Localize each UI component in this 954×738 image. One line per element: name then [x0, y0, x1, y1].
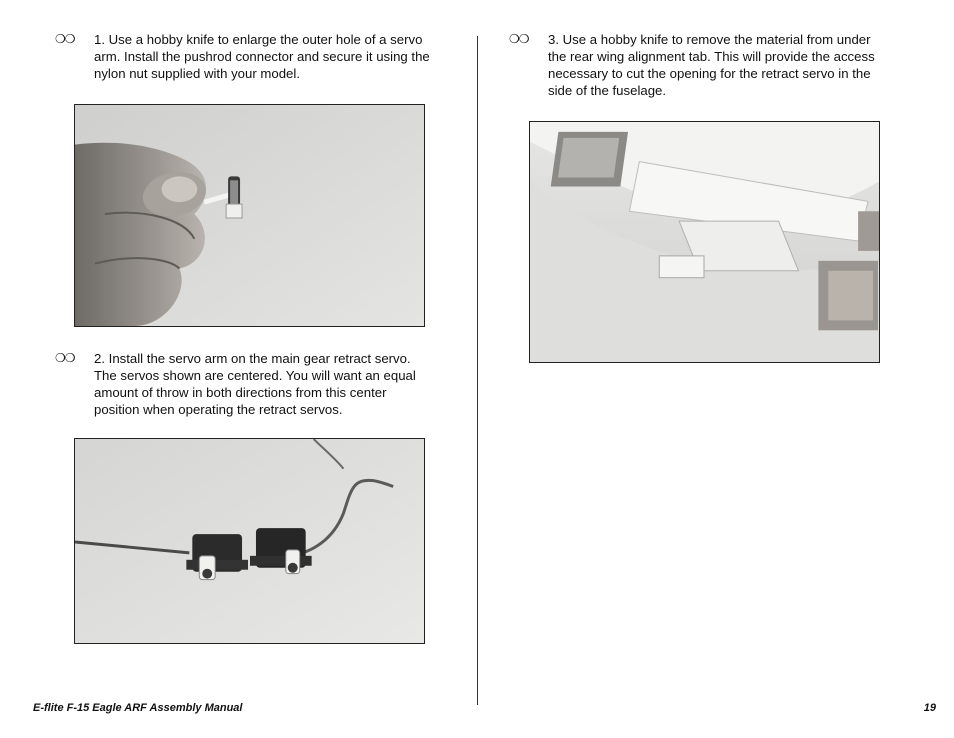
- step-3-line: side of the fuselage.: [548, 83, 667, 98]
- step-1-line: nylon nut supplied with your model.: [94, 66, 300, 81]
- step-1-line: arm. Install the pushrod connector and secure it using the: [94, 49, 430, 64]
- photo-retract-servos: [74, 438, 425, 644]
- step-1-checkboxes[interactable]: ❍❍: [55, 32, 75, 46]
- footer-title: E-flite F-15 Eagle ARF Assembly Manual: [33, 702, 243, 714]
- step-2-line: 2. Install the servo arm on the main gear retract servo.: [94, 351, 411, 366]
- photo-servo-arm-connector: [74, 104, 425, 327]
- page-number: 19: [923, 702, 936, 714]
- column-divider: [477, 36, 478, 705]
- step-3-text: [548, 31, 875, 99]
- step-3: [509, 31, 909, 101]
- step-1-text: [94, 31, 430, 82]
- step-2-checkboxes[interactable]: ❍❍: [55, 351, 75, 365]
- step-2-line: The servos shown are centered. You will want an equal: [94, 368, 416, 383]
- step-3-checkboxes[interactable]: ❍❍: [509, 32, 529, 46]
- step-3-line: the rear wing alignment tab. This will provide the access: [548, 49, 875, 64]
- step-1: [55, 31, 455, 91]
- step-2-line: position when operating the retract servos.: [94, 402, 343, 417]
- step-1-line: 1. Use a hobby knife to enlarge the outer hole of a servo: [94, 32, 423, 47]
- step-2-text: [94, 350, 416, 418]
- step-2: [55, 350, 455, 420]
- photo-fuselage-wing-tab: [529, 121, 880, 363]
- step-2-line: amount of throw in both directions from this center: [94, 385, 387, 400]
- step-3-line: necessary to cut the opening for the retract servo in the: [548, 66, 871, 81]
- step-3-line: 3. Use a hobby knife to remove the material from under: [548, 32, 871, 47]
